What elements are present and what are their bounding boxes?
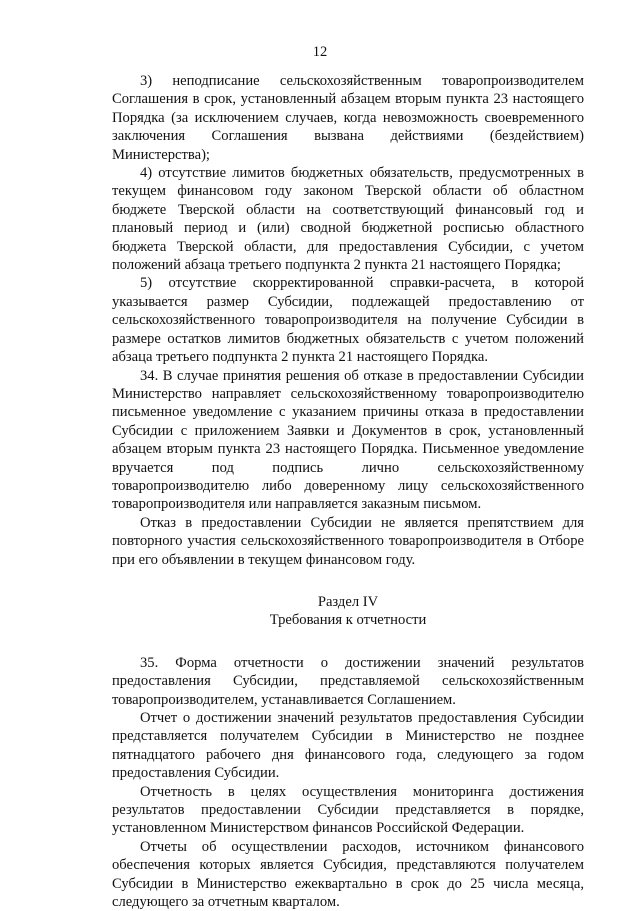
- page-number: 12: [312, 44, 328, 60]
- paragraph-clause-35: 35. Форма отчетности о достижении значений результатов предоставления Субсидии, представляемой сельскохозяйственным товаропроизводителем, устанавливается Соглашением.: [112, 654, 584, 708]
- section-heading: Раздел IV: [317, 593, 379, 610]
- paragraph-item-5-no-calculation: 5) отсутствие скорректированной справки-расчета, в которой указывается размер Субсидии, подлежащей предоставлению от сельскохозяйственного товаропроизводителя на получение Субсидии в размере остатков лимитов бюджетных обязательств с учетом положений абзаца третьего подпункта 2 пункта 21 настоящего Порядка.: [112, 275, 584, 366]
- paragraph-report-deadline: Отчет о достижении значений результатов предоставления Субсидии представляется получателем Субсидии в Министерство не позднее пятнадцатого рабочего дня финансового года, следующего за годом предоставления Субсидии.: [112, 710, 584, 782]
- paragraph-expense-report: Отчеты об осуществлении расходов, источником финансового обеспечения которых является Субсидия, представляются получателем Субсидии в Министерство ежеквартально в срок до 25 числа месяца, следующего за отчетным кварталом.: [112, 838, 584, 911]
- paragraph-refusal-note: Отказ в предоставлении Субсидии не является препятствием для повторного участия сельскохозяйственного товаропроизводителя в Отборе при его объявлении в текущем финансовом году.: [112, 514, 584, 568]
- paragraph-item-3-unsigned-agreement: 3) неподписание сельскохозяйственным товаропроизводителем Соглашения в срок, установленный абзацем вторым пункта 23 настоящего Порядка (за исключением случаев, когда невозможность своевременного заключения Соглашения вызвана действиями (бездействием) Министерства);: [112, 73, 584, 163]
- paragraph-monitoring-report: Отчетность в целях осуществления мониторинга достижения результатов предоставлении Субсидии представляется в порядке, установленном Министерством финансов Российской Федерации.: [112, 783, 584, 837]
- paragraph-clause-34: 34. В случае принятия решения об отказе в предоставлении Субсидии Министерство направляет сельскохозяйственному товаропроизводителю письменное уведомление с указанием причины отказа в предоставлении Субсидии с приложением Заявки и Документов в срок, установленный абзацем вторым пункта 23 настоящего Порядка. Письменное уведомление вручается под подпись лично сельскохозяйственному товаропроизводителю либо доверенному лицу сельскохозяйственного товаропроизводителя или направляется заказным письмом.: [112, 367, 584, 513]
- section-subtitle: Требования к отчетности: [269, 612, 427, 629]
- document-body: [112, 72, 584, 911]
- paragraph-item-4-no-budget-limits: 4) отсутствие лимитов бюджетных обязательств, предусмотренных в текущем финансовом году законом Тверской области об областном бюджете Тверской области на соответствующий финансовый год и плановый период и (или) сводной бюджетной росписью областного бюджета Тверской области, для предоставления Субсидии, с учетом положений абзаца третьего подпункта 2 пункта 21 настоящего Порядка;: [112, 165, 584, 274]
